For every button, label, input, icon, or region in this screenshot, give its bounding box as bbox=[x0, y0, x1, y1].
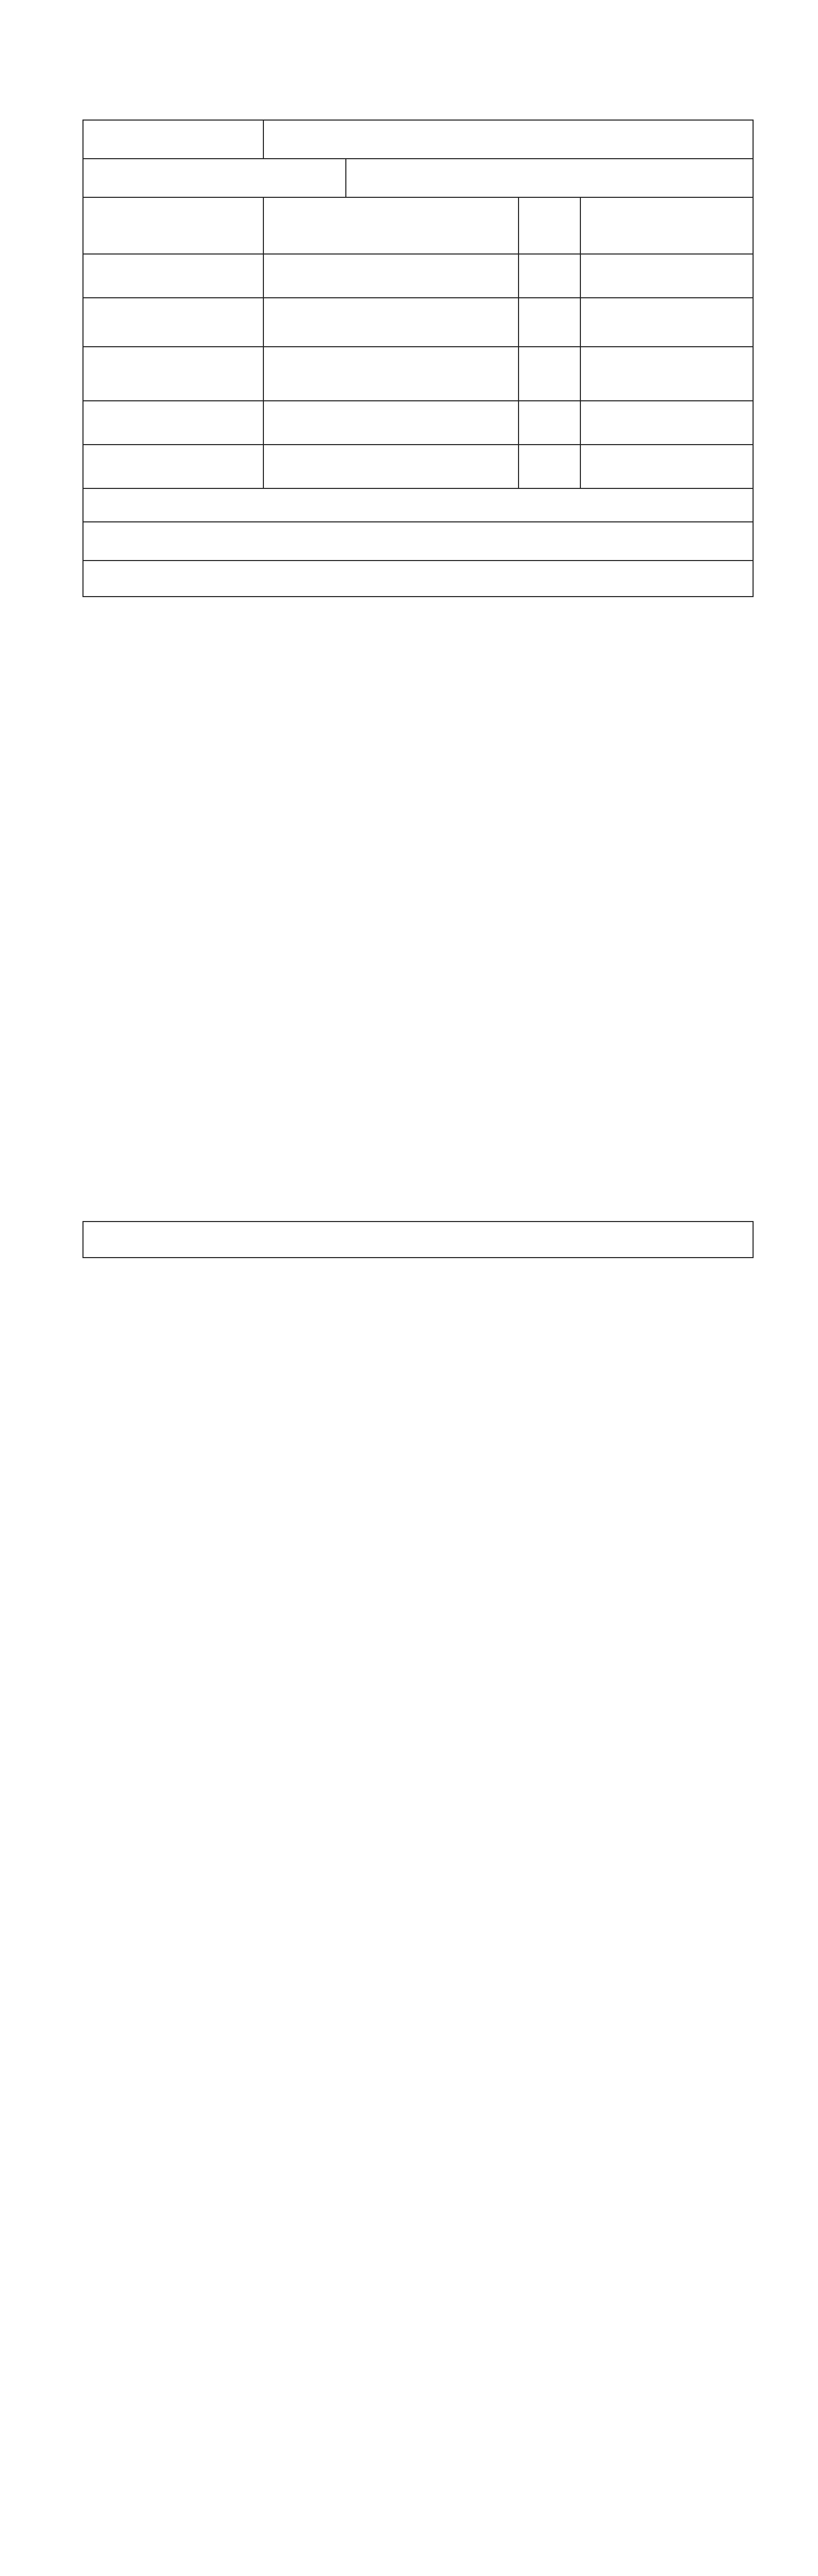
approver-label bbox=[83, 445, 263, 488]
process-lead-label bbox=[519, 347, 580, 401]
process-lead bbox=[580, 347, 753, 401]
cert-no-label bbox=[83, 401, 263, 445]
valid bbox=[580, 445, 753, 488]
website-label bbox=[83, 254, 263, 298]
tech-lead bbox=[263, 347, 519, 401]
contact-phone-label bbox=[519, 298, 580, 347]
penalty-title bbox=[83, 1222, 753, 1258]
org-name bbox=[263, 120, 753, 159]
contact bbox=[263, 298, 519, 347]
issue-date bbox=[580, 401, 753, 445]
legal-rep bbox=[580, 254, 753, 298]
cert-no bbox=[263, 401, 519, 445]
contact-phone bbox=[580, 298, 753, 347]
scope bbox=[83, 522, 753, 561]
evaluators-table-continued bbox=[82, 1221, 754, 1258]
postcode-label bbox=[519, 197, 580, 254]
address-label bbox=[83, 197, 263, 254]
penalty-table bbox=[82, 1450, 753, 1515]
postcode bbox=[580, 197, 753, 254]
issue-date-label bbox=[519, 401, 580, 445]
approver bbox=[263, 445, 519, 488]
valid-label bbox=[519, 445, 580, 488]
org-name-label bbox=[83, 120, 263, 159]
tech-lead-label bbox=[83, 347, 263, 401]
credit-code bbox=[346, 159, 753, 197]
org-info-table bbox=[82, 120, 754, 597]
legal-rep-label bbox=[519, 254, 580, 298]
evaluators-label bbox=[83, 561, 753, 597]
contact-label bbox=[83, 298, 263, 347]
website[interactable] bbox=[263, 254, 519, 298]
credit-label bbox=[83, 159, 346, 197]
address bbox=[263, 197, 519, 254]
scope-label bbox=[83, 488, 753, 522]
